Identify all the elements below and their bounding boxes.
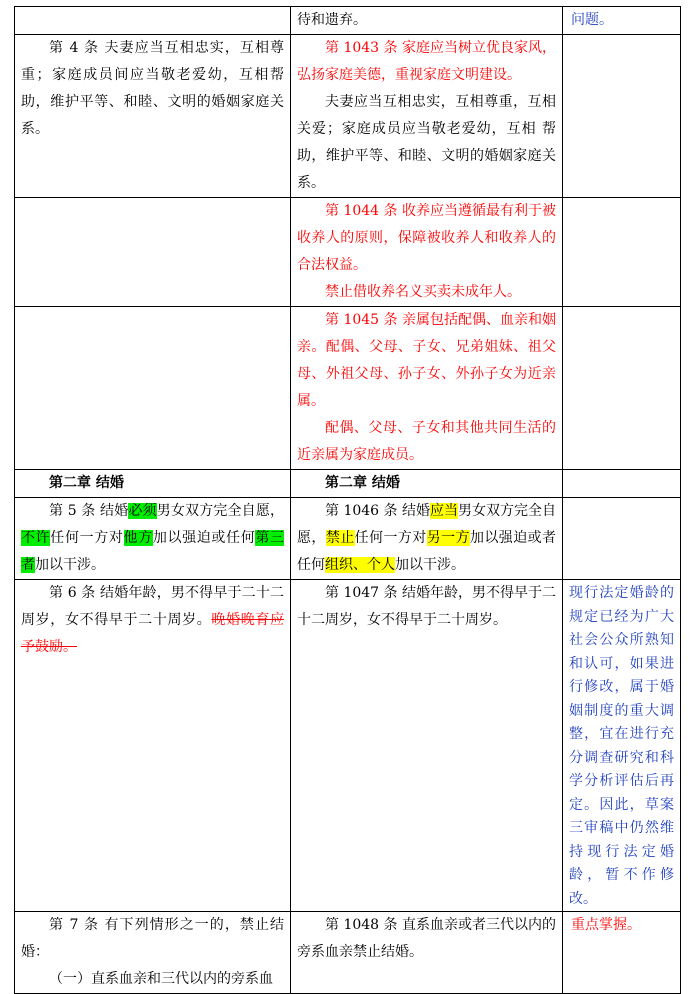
note-cell [563,307,681,470]
note-cell [563,470,681,498]
table-row [15,470,681,498]
new-law-cell [291,498,563,580]
note-text: 问题。 [571,12,613,28]
article-6-text: 第 6 条 结婚年龄，男不得早于二十二周岁，女不得早于二十周岁。晚婚晚育应予鼓励。 [21,585,285,655]
note-text: 重点掌握。 [571,917,641,933]
article-1048-text: 第 1048 条 直系血亲或者三代以内的旁系血亲禁止结婚。 [297,917,556,960]
new-law-cell [291,7,563,35]
highlight: 必须 [128,503,157,519]
old-law-cell [15,912,291,994]
old-law-cell [15,470,291,498]
article-4-text: 第 4 条 夫妻应当互相忠实，互相尊重；家庭成员间应当敬老爱幼，互相帮助，维护平等、和睦、文明的婚姻家庭关系。 [21,40,284,137]
article-7-text-2: （一）直系血亲和三代以内的旁系血 [49,971,273,987]
table-row [15,912,681,994]
table-row [15,498,681,580]
old-law-cell [15,7,291,35]
highlight: 组织、个人 [325,557,395,573]
article-1044-text-2: 禁止借收养名义买卖未成年人。 [325,284,521,300]
highlight: 禁止 [325,530,355,546]
note-cell [563,198,681,307]
note-cell [563,580,681,912]
new-law-cell [291,912,563,994]
article-1043-text: 第 1043 条 家庭应当树立优良家风，弘扬家庭美德，重视家庭文明建设。 [297,40,556,83]
article-5-text: 第 5 条 结婚必须男女双方完全自愿，不许任何一方对他方加以强迫或任何第三者加以干涉。 [21,503,285,573]
new-law-cell [291,198,563,307]
highlight: 第三者 [21,530,285,573]
article-1047-text: 第 1047 条 结婚年龄，男不得早于二十二周岁，女不得早于二十周岁。 [297,585,556,628]
new-law-cell [291,35,563,198]
article-1044-text: 第 1044 条 收养应当遵循最有利于被收养人的原则，保障被收养人和收养人的合法权益。 [297,203,556,273]
highlight: 应当 [430,503,459,519]
old-law-cell [15,498,291,580]
article-1045-text: 第 1045 条 亲属包括配偶、血亲和姻亲。配偶、父母、子女、兄弟姐妹、祖父母、外祖父母、孙子女、外孙子女为近亲属。 [297,312,556,409]
table-row [15,35,681,198]
note-text: 现行法定婚龄的规定已经为广大社会公众所熟知和认可，如果进行修改，属于婚姻制度的重大调整，宜在进行充分调查研究和科学分析评估后再定。因此，草案三审稿中仍然维持现行法定婚龄，暂不作修改。 [569,585,674,907]
chapter-heading: 第二章 结婚 [49,475,124,491]
old-law-cell [15,198,291,307]
table-row [15,198,681,307]
new-law-cell [291,470,563,498]
highlight: 另一方 [426,530,470,546]
article-1043-text-2: 夫妻应当互相忠实，互相尊重，互相关爱；家庭成员应当敬老爱幼，互相 帮助，维护平等、和睦、文明的婚姻家庭关系。 [297,94,556,191]
article-1046-text: 第 1046 条 结婚应当男女双方完全自愿，禁止任何一方对另一方加以强迫或者任何组织、个人加以干涉。 [297,503,557,573]
table-row [15,307,681,470]
old-law-cell [15,580,291,912]
new-law-cell [291,580,563,912]
note-cell [563,498,681,580]
new-law-cell [291,307,563,470]
note-cell [563,912,681,994]
old-law-cell [15,35,291,198]
article-7-text: 第 7 条 有下列情形之一的，禁止结婚： [21,917,284,960]
note-cell [563,35,681,198]
note-cell [563,7,681,35]
law-text: 待和遗弃。 [297,12,367,28]
deleted-text: 晚婚晚育应予鼓励。 [21,612,285,655]
highlight: 他方 [123,530,153,546]
table-row [15,7,681,35]
comparison-table [14,6,681,994]
old-law-cell [15,307,291,470]
chapter-heading: 第二章 结婚 [325,475,400,491]
table-row [15,580,681,912]
article-1045-text-2: 配偶、父母、子女和其他共同生活的近亲属为家庭成员。 [297,420,556,463]
highlight: 不许 [21,530,51,546]
